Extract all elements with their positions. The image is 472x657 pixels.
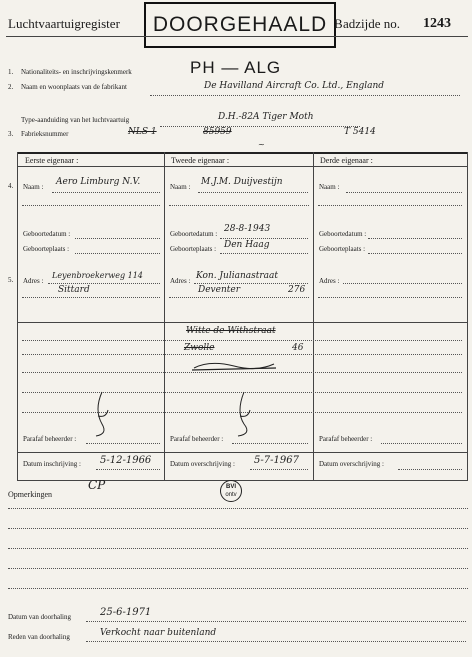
table-header-rule [17, 166, 468, 167]
col1-gebdatum-label: Geboortedatum : [23, 230, 71, 238]
owner2-birthplace: Den Haag [224, 240, 270, 250]
col3-adres-dots-2 [318, 297, 462, 298]
col2-parafaf-label: Parafaf beheerder : [170, 435, 224, 443]
table-left [17, 152, 18, 480]
item2-number: 2. [8, 83, 14, 91]
col2-line-a [169, 205, 309, 206]
col1-adres-dots-2 [22, 297, 160, 298]
col3-adres-dots-1 [343, 283, 462, 284]
col3-naam-dots [346, 192, 462, 193]
col2-gebdatum-label: Geboortedatum : [170, 230, 218, 238]
reden-doorhaling-label: Reden van doorhaling [8, 633, 70, 641]
type-dots [160, 126, 360, 127]
col3-datum-label: Datum overschrijving : [319, 460, 384, 468]
lower-line-2 [22, 354, 462, 355]
col2-title: Tweede eigenaar : [171, 156, 230, 165]
table-top [17, 152, 468, 154]
owner1-signature [88, 390, 112, 438]
owner2-signature [232, 390, 256, 438]
datum-doorhaling-label: Datum van doorhaling [8, 613, 71, 621]
doorgehaald-stamp [144, 2, 336, 48]
bvi-stamp [220, 480, 242, 502]
col1-parafaf-dots [86, 443, 160, 444]
owner2-transfer-date: 5-7-1967 [254, 455, 299, 466]
row5-number: 5. [8, 276, 14, 284]
col3-gebdatum-label: Geboortedatum : [319, 230, 367, 238]
remarks-line-3 [8, 548, 468, 549]
col3-gebplaats-dots [368, 253, 462, 254]
col3-title: Derde eigenaar : [320, 156, 373, 165]
remarks-line-4 [8, 568, 468, 569]
col3-gebplaats-label: Geboorteplaats : [319, 245, 366, 253]
col1-line-a [22, 205, 160, 206]
col2-adres-dots-2 [169, 297, 309, 298]
col2-gebplaats-label: Geboorteplaats : [170, 245, 217, 253]
table-bottom-rule [17, 480, 468, 481]
col1-adres-label: Adres : [23, 277, 44, 285]
bvi-stamp-bottom: ontv [225, 492, 237, 498]
header-rule [6, 36, 468, 37]
serial-strike-1: NLS 1 [128, 127, 157, 137]
col3-line-a [318, 205, 462, 206]
owner1-registration-date: 5-12-1966 [100, 455, 152, 466]
remarks-line-2 [8, 528, 468, 529]
table-divider-2 [313, 152, 314, 480]
stamp-tail-letter: B [334, 16, 343, 31]
manufacturer-value: De Havilland Aircraft Co. Ltd., England [204, 81, 385, 91]
owner2-address-2: Deventer [198, 285, 240, 295]
item2-dots [150, 95, 460, 96]
col3-naam-label: Naam : [319, 183, 340, 191]
col1-datum-dots [96, 469, 160, 470]
reden-doorhaling-dots [86, 641, 466, 642]
col2-parafaf-dots [232, 443, 308, 444]
row4-number: 4. [8, 182, 14, 190]
type-value: D.H.-82A Tiger Moth [218, 112, 314, 122]
owner2-old-address-number: 46 [292, 343, 304, 353]
owner2-strike-scribble [190, 358, 278, 378]
datum-doorhaling-value: 25-6-1971 [100, 607, 152, 618]
item3-number: 3. [8, 130, 14, 138]
col1-parafaf-label: Parafaf beheerder : [23, 435, 77, 443]
remarks-line-5 [8, 588, 468, 589]
type-label: Type-aanduiding van het luchtvaartuig [21, 116, 130, 124]
owner1-address-1: Leyenbroekerweg 114 [52, 271, 143, 280]
col3-parafaf-dots [381, 443, 462, 444]
owner2-name: M.J.M. Duijvestijn [201, 177, 283, 187]
bvi-stamp-top: BVI [225, 484, 236, 490]
item3-initials: ~ [258, 140, 265, 149]
col1-datum-label: Datum inschrijving : [23, 460, 81, 468]
col2-gebplaats-dots [220, 253, 308, 254]
owner2-address-number: 276 [288, 285, 306, 295]
col3-datum-dots [398, 469, 462, 470]
item3-label: Fabrieksnummer [21, 130, 69, 138]
owner2-old-address-1: Witte de Withstraat [186, 326, 276, 336]
register-title: Luchtvaartuigregister [8, 16, 120, 31]
page-number: 1243 [423, 16, 451, 31]
col2-datum-dots [250, 469, 308, 470]
col3-adres-label: Adres : [319, 277, 340, 285]
col2-datum-label: Datum overschrijving : [170, 460, 235, 468]
table-right [467, 152, 468, 480]
owner1-name: Aero Limburg N.V. [56, 177, 141, 187]
remarks-line-1 [8, 508, 468, 509]
col1-gebplaats-label: Geboorteplaats : [23, 245, 70, 253]
col1-naam-label: Naam : [23, 183, 44, 191]
parafaf-rule [17, 452, 468, 453]
col2-naam-dots [198, 192, 308, 193]
col1-naam-dots [52, 192, 160, 193]
reden-doorhaling-value: Verkocht naar buitenland [100, 628, 217, 638]
col1-title: Eerste eigenaar : [25, 156, 79, 165]
col3-gebdatum-dots [368, 238, 462, 239]
item2-label: Naam en woonplaats van de fabrikant [21, 83, 127, 91]
page-label: adzijde no. [343, 16, 401, 31]
serial-strike-2: 85959 [203, 127, 232, 137]
col3-parafaf-label: Parafaf beheerder : [319, 435, 373, 443]
datum-doorhaling-dots [86, 621, 466, 622]
col1-adres-dots-1 [48, 283, 160, 284]
opmerkingen-label: Opmerkingen [8, 490, 52, 499]
lower-line-1 [22, 340, 462, 341]
col2-naam-label: Naam : [170, 183, 191, 191]
stamp-text: DOORGEHAALD [152, 13, 328, 36]
owner2-birthdate: 28-8-1943 [224, 224, 271, 234]
item1-label: Nationaliteits- en inschrijvingskenmerk [21, 68, 132, 76]
cp-initials: CP [88, 478, 106, 492]
col2-gebdatum-dots [220, 238, 308, 239]
serial-value: T 5414 [344, 127, 376, 137]
owner2-address-1: Kon. Julianastraat [196, 271, 278, 281]
col2-adres-dots-1 [194, 283, 308, 284]
col1-gebplaats-dots [75, 253, 160, 254]
col1-gebdatum-dots [75, 238, 160, 239]
owner2-old-address-2: Zwolle [184, 343, 215, 353]
table-mid-rule [17, 322, 468, 323]
registration-mark: PH — ALG [190, 58, 282, 77]
item1-number: 1. [8, 68, 14, 76]
table-divider-1 [164, 152, 165, 480]
col2-adres-label: Adres : [170, 277, 191, 285]
owner1-address-2: Sittard [58, 285, 90, 295]
